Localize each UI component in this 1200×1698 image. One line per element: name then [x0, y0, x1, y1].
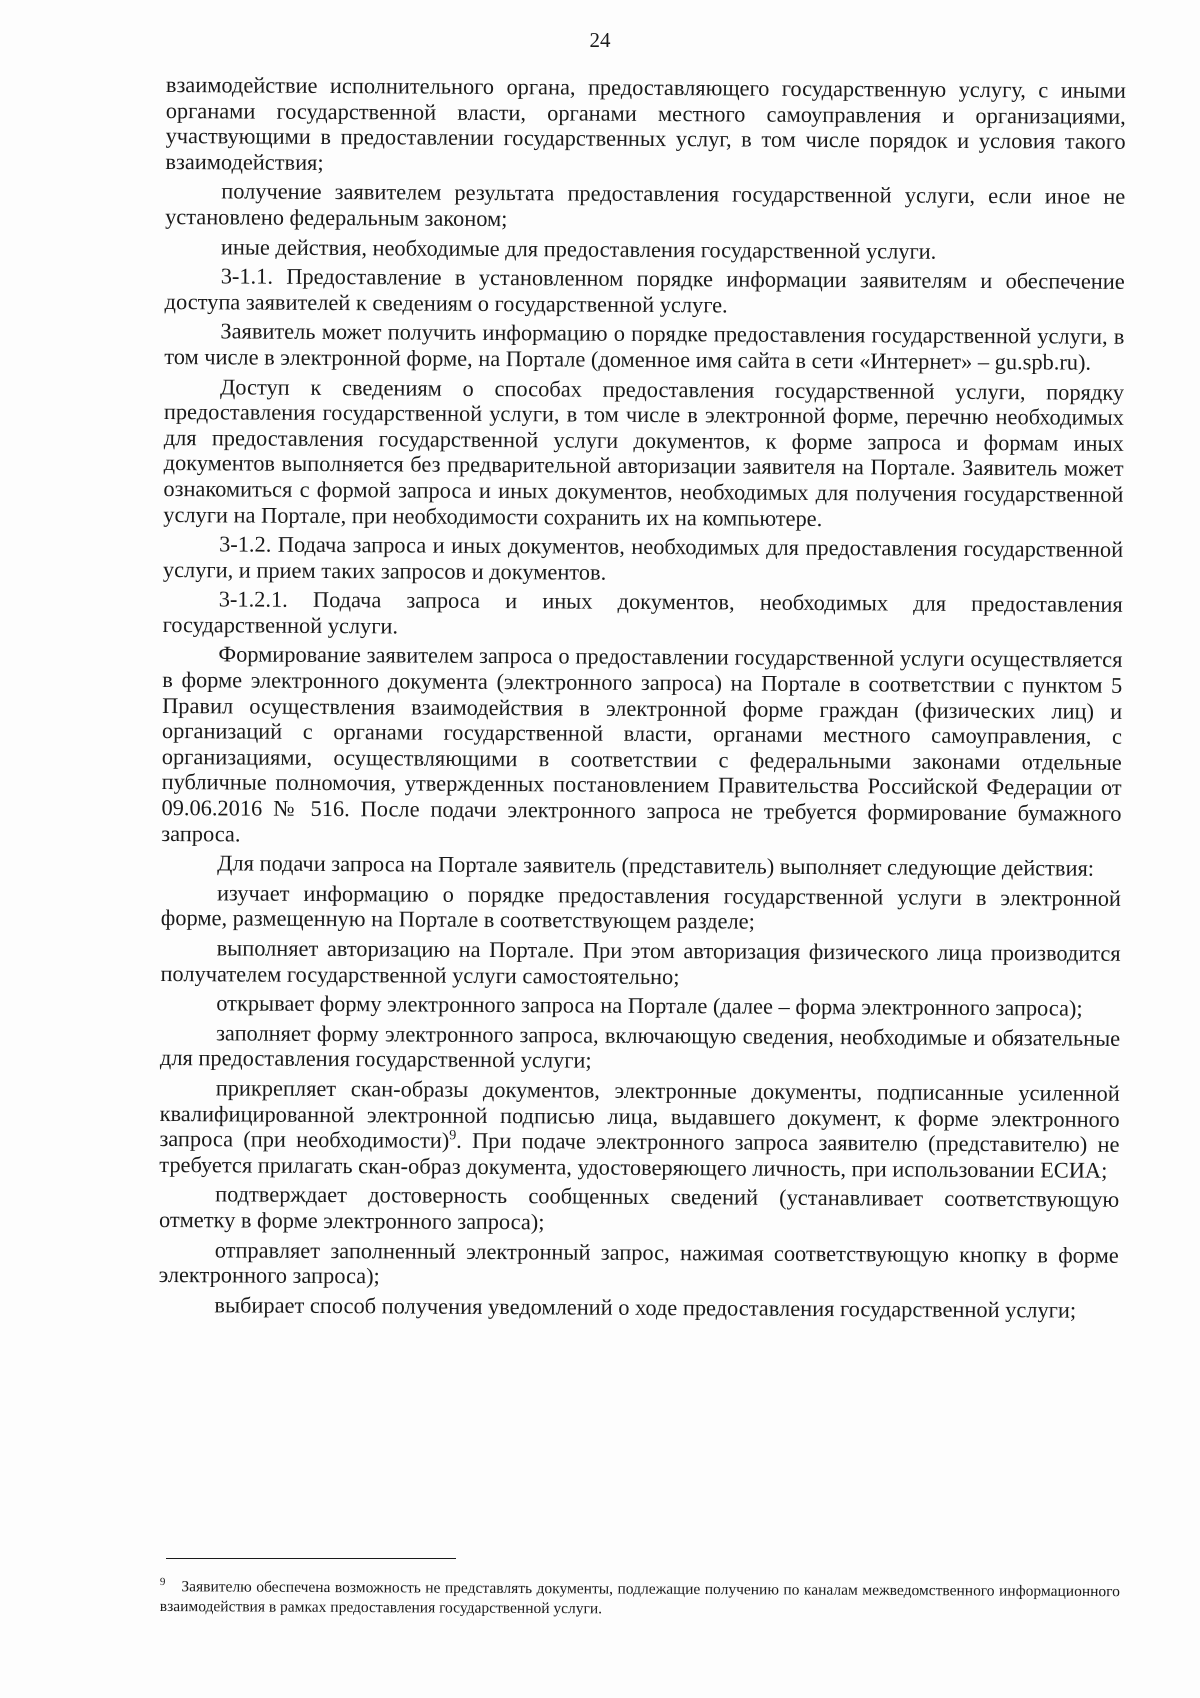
- list-item: открывает форму электронного запроса на Портале (далее – форма электронного запроса);: [216, 990, 1083, 1021]
- paragraph: Заявитель может получить информацию о порядке предоставления государственной услуги, в том числе в электронной форме, на Портале (доменное имя сайта в сети «Интернет» – gu.spb.ru).: [164, 318, 1125, 375]
- list-item: подтверждает достоверность сообщенных сведений (устанавливает соответствующую отметку в форме электронного запроса);: [158, 1181, 1120, 1235]
- document-body: [158, 72, 1126, 1327]
- list-item: заполняет форму электронного запроса, включающую сведения, необходимые и обязательные для предоставления государственной услуги;: [159, 1020, 1121, 1073]
- footnote: [160, 1572, 1120, 1622]
- list-item-with-footnote: [159, 1075, 1120, 1183]
- paragraph: взаимодействие исполнительного органа, предоставляющего государственную услугу, с иными органами государственной власти, органами местного самоуправления и организациями, участвующими в предоставлении государственных услуг, в том числе порядок и условия такого взаимодействия;: [165, 72, 1126, 175]
- footnote-divider: [166, 1558, 456, 1559]
- footnote-ref[interactable]: 9: [449, 1128, 457, 1144]
- list-item-text: прикрепляет скан-образы документов, электронные документы, подписанные усиленной квалифицированной электронной подписью лица, выдавшего документ, к форме электронного запроса (при необходимости): [159, 1075, 1120, 1153]
- paragraph: иные действия, необходимые для предоставления государственной услуги.: [220, 233, 937, 264]
- list-item: отправляет заполненный электронный запрос, нажимая соответствующую кнопку в форме электронного запроса);: [158, 1236, 1119, 1289]
- footnote-text: Заявителю обеспечена возможность не представлять документы, подлежащие получению по каналам межведомственного информационного взаимодействия в рамках предоставления государственной услуги.: [159, 1578, 1120, 1618]
- paragraph: Формирование заявителем запроса о предоставлении государственной услуги осуществляется в форме электронного документа (электронного запроса) на Портале в соответствии с пунктом 5 Правил осуществления взаимодействия в электронной форме граждан (физических лиц) и организаций с органами государственной власти, органами местного самоуправления, с организациями, осуществляющими в соответствии с федеральными законами отдельные публичные полномочия, утвержденных постановлением Правительства Российской Федерации от 09.06.2016 № 516. После подачи электронного запроса не требуется формирование бумажного запроса.: [161, 641, 1123, 847]
- footnote-mark: 9: [159, 1576, 166, 1589]
- section-heading: 3-1.2. Подача запроса и иных документов, необходимых для предоставления государственной услуги, и прием таких запросов и документов.: [162, 531, 1124, 585]
- paragraph: Для подачи запроса на Портале заявитель (представитель) выполняет следующие действия:: [217, 850, 1095, 881]
- list-item: выполняет авторизацию на Портале. При этом авторизация физического лица производится получателем государственной услуги самостоятельно;: [160, 935, 1121, 989]
- list-item-text-continued: . При подаче электронного запроса заявителю (представителю) не требуется прилагать скан-образ документа, удостоверяющего личность, при использовании ЕСИА;: [159, 1127, 1120, 1183]
- list-item: изучает информацию о порядке предоставления государственной услуги в электронной форме, размещенную на Портале в соответствующем разделе;: [160, 880, 1122, 935]
- section-heading: 3-1.1. Предоставление в установленном порядке информации заявителям и обеспечение доступа заявителей к сведениям о государственной услуге.: [164, 263, 1125, 318]
- section-heading: 3-1.2.1. Подача запроса и иных документов, необходимых для предоставления государственной услуги.: [162, 586, 1123, 639]
- list-item: выбирает способ получения уведомлений о ходе предоставления государственной услуги;: [214, 1292, 1077, 1323]
- page-number: 24: [589, 28, 611, 52]
- paragraph: Доступ к сведениям о способах предоставления государственной услуги, порядку предоставления государственной услуги, в том числе в электронной форме, перечню необходимых для предоставления государственной услуги документов, к форме запроса и формам иных документов выполняется без предварительной авторизации заявителя на Портале. Заявитель может ознакомиться с формой запроса и иных документов, необходимых для получения государственной услуги на Портале, при необходимости сохранить их на компьютере.: [163, 373, 1125, 531]
- paragraph: получение заявителем результата предоставления государственной услуги, если иное не установлено федеральным законом;: [165, 178, 1126, 232]
